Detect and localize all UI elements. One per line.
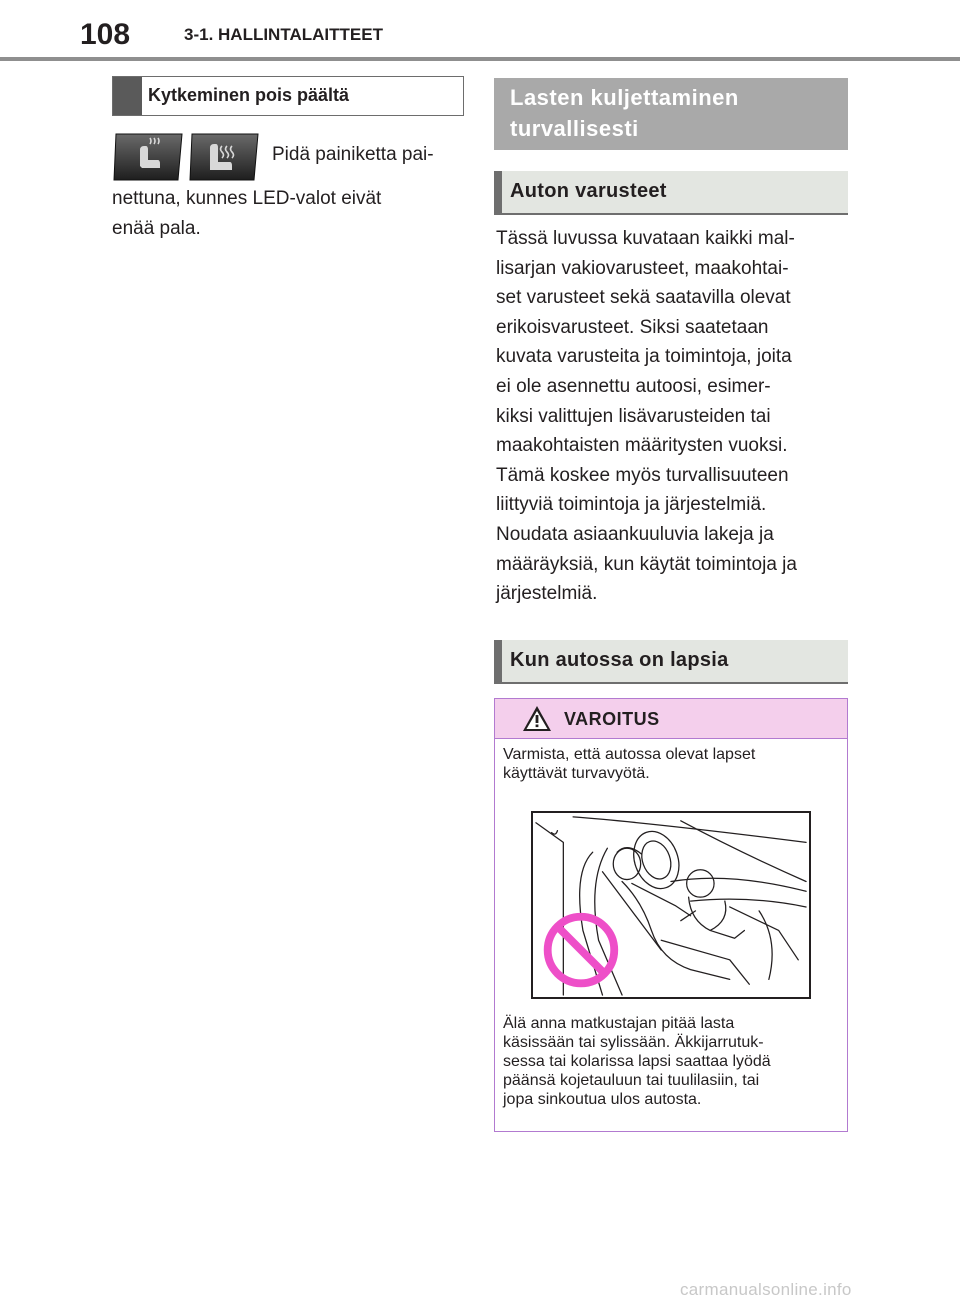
watermark: carmanualsonline.info — [680, 1280, 852, 1299]
equipment-paragraph — [496, 224, 852, 609]
warning-line: jopa sinkoutua ulos autosta. — [503, 1091, 702, 1108]
child-on-lap-illustration — [531, 811, 811, 999]
warning-line: sessa tai kolarissa lapsi saattaa lyödä — [503, 1053, 771, 1070]
paragraph-line: maakohtaisten määritysten vuoksi. — [496, 435, 788, 457]
paragraph-line: kuvata varusteita ja toimintoja, joita — [496, 346, 792, 368]
section-heading-switch-off — [112, 76, 464, 116]
instruction-line: nettuna, kunnes LED-valot eivät — [112, 188, 382, 209]
main-heading-line: turvallisesti — [510, 116, 639, 141]
warning-line: Varmista, että autossa olevat lapset — [503, 746, 756, 763]
paragraph-line: Noudata asiaankuuluvia lakeja ja — [496, 523, 774, 545]
paragraph-line: lisarjan vakiovarusteet, maakohtai- — [496, 257, 789, 279]
instruction-line: Pidä painiketta pai- — [272, 144, 434, 165]
heading-bar — [113, 77, 142, 115]
warning-box — [494, 698, 848, 1132]
paragraph-line: Tämä koskee myös turvallisuuteen — [496, 464, 789, 486]
section-heading-text: Kytkeminen pois päältä — [148, 85, 350, 105]
warning-line: käyttävät turvavyötä. — [503, 765, 650, 782]
subsection-heading-equipment — [494, 171, 848, 215]
heading-bar — [494, 171, 502, 213]
warning-line: Älä anna matkustajan pitää lasta — [503, 1015, 735, 1032]
heading-bar — [494, 640, 502, 682]
main-section-heading — [494, 78, 848, 150]
paragraph-line: liittyviä toimintoja ja järjestelmiä. — [496, 494, 767, 516]
warning-triangle-icon — [522, 705, 552, 732]
subsection-heading-text: Kun autossa on lapsia — [510, 649, 729, 671]
switch-off-instructions — [112, 140, 464, 244]
warning-title: VAROITUS — [564, 709, 660, 729]
chapter-title: 3-1. HALLINTALAITTEET — [184, 25, 383, 44]
warning-line: käsissään tai sylissään. Äkkijarrutuk- — [503, 1034, 764, 1051]
warning-lap-text — [503, 1014, 839, 1109]
header-divider — [0, 57, 960, 61]
paragraph-line: järjestelmiä. — [496, 583, 598, 605]
warning-header — [495, 699, 847, 739]
subsection-heading-children — [494, 640, 848, 684]
paragraph-line: ei ole asennettu autoosi, esimer- — [496, 375, 771, 397]
paragraph-line: määräyksiä, kun käytät toimintoja ja — [496, 553, 797, 575]
warning-line: päänsä kojetauluun tai tuulilasiin, tai — [503, 1072, 760, 1089]
page-number: 108 — [80, 18, 131, 51]
subsection-heading-text: Auton varusteet — [510, 180, 667, 202]
main-heading-line: Lasten kuljettaminen — [510, 85, 739, 110]
paragraph-line: kiksi valittujen lisävarusteiden tai — [496, 405, 771, 427]
paragraph-line: set varusteet sekä saatavilla olevat — [496, 287, 791, 309]
paragraph-line: erikoisvarusteet. Siksi saatetaan — [496, 316, 769, 338]
instruction-line: enää pala. — [112, 218, 201, 239]
paragraph-line: Tässä luvussa kuvataan kaikki mal- — [496, 228, 795, 249]
warning-seatbelt-text — [503, 745, 833, 783]
